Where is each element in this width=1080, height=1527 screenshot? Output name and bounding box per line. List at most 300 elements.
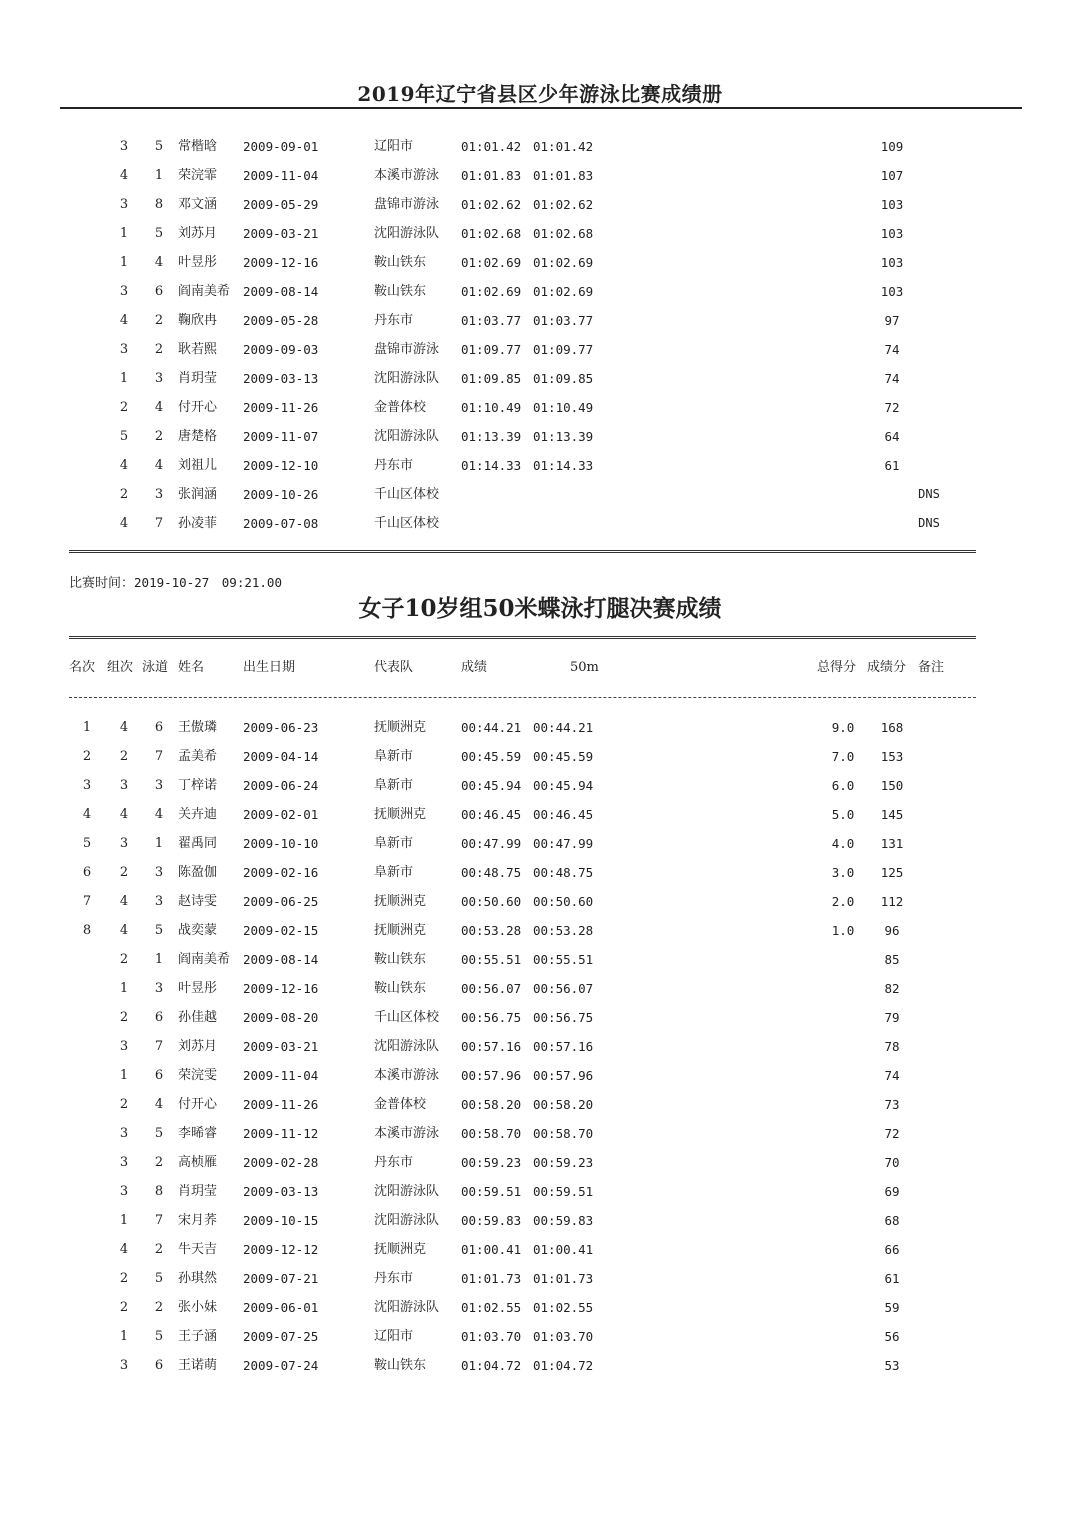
cell-total: 2.0 — [831, 894, 855, 909]
table-row — [0, 771, 1080, 800]
cell-split: 00:46.45 — [533, 807, 594, 822]
cell-lane: 4 — [154, 400, 164, 415]
cell-lane: 4 — [154, 807, 164, 822]
cell-split: 01:14.33 — [533, 458, 594, 473]
cell-score: 103 — [880, 284, 904, 299]
book-title: 2019年辽宁省县区少年游泳比赛成绩册 — [357, 82, 723, 106]
table-row — [0, 1351, 1080, 1380]
cell-name: 刘祖儿 — [178, 458, 218, 473]
cell-team: 鞍山铁东 — [374, 284, 427, 299]
cell-birth: 2009-06-23 — [243, 720, 319, 735]
table-row — [0, 974, 1080, 1003]
cell-lane: 3 — [154, 371, 164, 386]
cell-lane: 1 — [154, 168, 164, 183]
cell-score: 150 — [880, 778, 904, 793]
cell-lane: 5 — [154, 226, 164, 241]
cell-team: 抚顺洲克 — [374, 807, 427, 822]
cell-birth: 2009-12-16 — [243, 981, 319, 996]
table-row — [0, 858, 1080, 887]
cell-team: 阜新市 — [374, 865, 414, 880]
cell-score: 64 — [884, 429, 900, 444]
cell-rank: 5 — [82, 836, 92, 851]
cell-lane: 4 — [154, 255, 164, 270]
cell-birth: 2009-02-15 — [243, 923, 319, 938]
cell-group: 4 — [119, 923, 129, 938]
cell-score: 85 — [884, 952, 900, 967]
cell-lane: 8 — [154, 197, 164, 212]
cell-score: 74 — [884, 371, 900, 386]
cell-team: 本溪市游泳 — [374, 168, 440, 183]
header-group: 组次 — [107, 660, 134, 675]
cell-team: 抚顺洲克 — [374, 720, 427, 735]
cell-group: 4 — [119, 516, 129, 531]
cell-team: 抚顺洲克 — [374, 923, 427, 938]
cell-lane: 2 — [154, 429, 164, 444]
cell-split: 00:56.07 — [533, 981, 594, 996]
cell-split: 01:02.69 — [533, 255, 594, 270]
cell-result: 00:59.83 — [461, 1213, 522, 1228]
cell-score: 103 — [880, 226, 904, 241]
cell-birth: 2009-05-28 — [243, 313, 319, 328]
cell-score: 97 — [884, 313, 900, 328]
cell-lane: 3 — [154, 894, 164, 909]
cell-name: 孙凌菲 — [178, 516, 218, 531]
cell-lane: 6 — [154, 284, 164, 299]
cell-team: 丹东市 — [374, 1155, 414, 1170]
cell-name: 付开心 — [178, 1097, 218, 1112]
cell-lane: 5 — [154, 1126, 164, 1141]
cell-birth: 2009-03-21 — [243, 1039, 319, 1054]
cell-lane: 7 — [154, 1039, 164, 1054]
match-time — [69, 572, 282, 591]
cell-birth: 2009-09-01 — [243, 139, 319, 154]
cell-result: 01:10.49 — [461, 400, 522, 415]
cell-name: 叶昱彤 — [178, 981, 218, 996]
cell-birth: 2009-10-15 — [243, 1213, 319, 1228]
cell-group: 2 — [119, 1097, 129, 1112]
cell-score: 109 — [880, 139, 904, 154]
cell-result: 00:56.07 — [461, 981, 522, 996]
cell-split: 01:02.55 — [533, 1300, 594, 1315]
table-row — [0, 829, 1080, 858]
cell-score: 56 — [884, 1329, 900, 1344]
cell-score: 131 — [880, 836, 904, 851]
cell-group: 3 — [119, 284, 129, 299]
cell-group: 3 — [119, 197, 129, 212]
cell-score: 103 — [880, 255, 904, 270]
cell-group: 1 — [119, 226, 129, 241]
cell-score: 107 — [880, 168, 904, 183]
table-row — [0, 800, 1080, 829]
cell-rank: 8 — [82, 923, 92, 938]
cell-score: 74 — [884, 342, 900, 357]
cell-lane: 5 — [154, 1271, 164, 1286]
table-row — [0, 1119, 1080, 1148]
cell-team: 金普体校 — [374, 400, 427, 415]
cell-score: 61 — [884, 458, 900, 473]
cell-result: 01:01.83 — [461, 168, 522, 183]
cell-result: 01:02.62 — [461, 197, 522, 212]
cell-name: 阎南美希 — [178, 952, 231, 967]
cell-score: 69 — [884, 1184, 900, 1199]
table-row — [0, 306, 1080, 335]
cell-name: 牛天吉 — [178, 1242, 218, 1257]
cell-lane: 7 — [154, 749, 164, 764]
table-row — [0, 742, 1080, 771]
cell-name: 唐楚格 — [178, 429, 218, 444]
cell-group: 1 — [119, 1213, 129, 1228]
cell-team: 沈阳游泳队 — [374, 429, 440, 444]
cell-split: 00:45.94 — [533, 778, 594, 793]
cell-lane: 6 — [154, 1010, 164, 1025]
section-separator — [69, 550, 976, 553]
cell-result: 01:02.69 — [461, 284, 522, 299]
cell-team: 鞍山铁东 — [374, 952, 427, 967]
cell-name: 付开心 — [178, 400, 218, 415]
cell-lane: 6 — [154, 1358, 164, 1373]
header-top-separator — [69, 636, 976, 639]
cell-birth: 2009-09-03 — [243, 342, 319, 357]
table-row — [0, 1148, 1080, 1177]
cell-lane: 6 — [154, 720, 164, 735]
cell-total: 9.0 — [831, 720, 855, 735]
cell-score: 168 — [880, 720, 904, 735]
cell-name: 赵诗雯 — [178, 894, 218, 909]
cell-result: 01:13.39 — [461, 429, 522, 444]
cell-team: 盘锦市游泳 — [374, 197, 440, 212]
cell-rank: 4 — [82, 807, 92, 822]
cell-lane: 6 — [154, 1068, 164, 1083]
cell-lane: 1 — [154, 836, 164, 851]
table-row — [0, 248, 1080, 277]
cell-lane: 2 — [154, 313, 164, 328]
cell-group: 3 — [119, 778, 129, 793]
cell-birth: 2009-08-20 — [243, 1010, 319, 1025]
table-row — [0, 132, 1080, 161]
cell-name: 肖玥莹 — [178, 371, 218, 386]
cell-split: 00:53.28 — [533, 923, 594, 938]
cell-name: 李晞睿 — [178, 1126, 218, 1141]
cell-team: 阜新市 — [374, 778, 414, 793]
cell-birth: 2009-02-01 — [243, 807, 319, 822]
cell-team: 抚顺洲克 — [374, 1242, 427, 1257]
cell-split: 00:55.51 — [533, 952, 594, 967]
cell-result: 00:45.59 — [461, 749, 522, 764]
header-bottom-separator — [69, 697, 976, 698]
cell-result: 01:01.42 — [461, 139, 522, 154]
cell-name: 肖玥莹 — [178, 1184, 218, 1199]
cell-lane: 3 — [154, 981, 164, 996]
cell-team: 沈阳游泳队 — [374, 226, 440, 241]
header-name: 姓名 — [178, 660, 205, 675]
cell-lane: 7 — [154, 516, 164, 531]
cell-group: 3 — [119, 139, 129, 154]
cell-birth: 2009-11-12 — [243, 1126, 319, 1141]
table-row — [0, 277, 1080, 306]
cell-result: 00:55.51 — [461, 952, 522, 967]
header-split: 50m — [570, 660, 599, 675]
cell-group: 2 — [119, 400, 129, 415]
table-row — [0, 161, 1080, 190]
cell-team: 丹东市 — [374, 1271, 414, 1286]
cell-score: 112 — [880, 894, 904, 909]
cell-name: 荣浣雯 — [178, 1068, 218, 1083]
cell-split: 01:13.39 — [533, 429, 594, 444]
cell-group: 3 — [119, 1184, 129, 1199]
cell-group: 4 — [119, 1242, 129, 1257]
cell-group: 3 — [119, 1155, 129, 1170]
cell-team: 千山区体校 — [374, 487, 440, 502]
cell-name: 丁梓诺 — [178, 778, 218, 793]
cell-lane: 2 — [154, 1155, 164, 1170]
cell-name: 荣浣霏 — [178, 168, 218, 183]
cell-birth: 2009-11-07 — [243, 429, 319, 444]
table-header — [0, 655, 1080, 681]
cell-birth: 2009-06-25 — [243, 894, 319, 909]
cell-total: 6.0 — [831, 778, 855, 793]
table-row — [0, 190, 1080, 219]
cell-split: 00:57.16 — [533, 1039, 594, 1054]
table-row — [0, 1206, 1080, 1235]
cell-group: 1 — [119, 371, 129, 386]
cell-name: 陈盈伽 — [178, 865, 218, 880]
cell-result: 00:59.23 — [461, 1155, 522, 1170]
cell-split: 00:47.99 — [533, 836, 594, 851]
cell-name: 战奕蒙 — [178, 923, 218, 938]
cell-result: 01:02.55 — [461, 1300, 522, 1315]
cell-team: 沈阳游泳队 — [374, 1213, 440, 1228]
cell-lane: 5 — [154, 139, 164, 154]
cell-rank: 3 — [82, 778, 92, 793]
cell-split: 01:00.41 — [533, 1242, 594, 1257]
table-row — [0, 451, 1080, 480]
title-rule — [60, 107, 1022, 109]
cell-split: 01:02.62 — [533, 197, 594, 212]
cell-group: 3 — [119, 1039, 129, 1054]
cell-group: 2 — [119, 1010, 129, 1025]
table-row — [0, 509, 1080, 538]
cell-score: 103 — [880, 197, 904, 212]
table-row — [0, 713, 1080, 742]
cell-note: DNS — [918, 516, 940, 530]
cell-split: 01:09.77 — [533, 342, 594, 357]
table-row — [0, 1293, 1080, 1322]
cell-name: 张小妹 — [178, 1300, 218, 1315]
cell-team: 沈阳游泳队 — [374, 371, 440, 386]
cell-name: 耿若熙 — [178, 342, 218, 357]
cell-lane: 3 — [154, 487, 164, 502]
cell-result: 01:02.68 — [461, 226, 522, 241]
cell-group: 4 — [119, 313, 129, 328]
cell-score: 79 — [884, 1010, 900, 1025]
cell-team: 千山区体校 — [374, 1010, 440, 1025]
cell-score: 145 — [880, 807, 904, 822]
cell-birth: 2009-06-24 — [243, 778, 319, 793]
cell-team: 丹东市 — [374, 458, 414, 473]
table-row — [0, 945, 1080, 974]
table-row — [0, 1177, 1080, 1206]
cell-result: 00:45.94 — [461, 778, 522, 793]
cell-split: 00:59.51 — [533, 1184, 594, 1199]
cell-result: 00:56.75 — [461, 1010, 522, 1025]
header-team: 代表队 — [374, 660, 414, 675]
table-row — [0, 1090, 1080, 1119]
cell-birth: 2009-03-13 — [243, 1184, 319, 1199]
cell-split: 00:45.59 — [533, 749, 594, 764]
cell-split: 01:03.77 — [533, 313, 594, 328]
cell-name: 孙琪然 — [178, 1271, 218, 1286]
cell-team: 阜新市 — [374, 836, 414, 851]
cell-birth: 2009-07-21 — [243, 1271, 319, 1286]
cell-birth: 2009-03-13 — [243, 371, 319, 386]
cell-name: 张润涵 — [178, 487, 218, 502]
cell-result: 00:58.70 — [461, 1126, 522, 1141]
cell-name: 叶昱彤 — [178, 255, 218, 270]
header-result: 成绩 — [461, 660, 488, 675]
table-row — [0, 422, 1080, 451]
cell-name: 刘苏月 — [178, 1039, 218, 1054]
cell-score: 78 — [884, 1039, 900, 1054]
cell-birth: 2009-05-29 — [243, 197, 319, 212]
cell-score: 68 — [884, 1213, 900, 1228]
cell-name: 常楷晗 — [178, 139, 218, 154]
match-time-label: 比赛时间： — [69, 576, 135, 591]
table-row — [0, 1235, 1080, 1264]
cell-split: 00:58.70 — [533, 1126, 594, 1141]
cell-result: 01:00.41 — [461, 1242, 522, 1257]
cell-lane: 2 — [154, 1242, 164, 1257]
cell-team: 阜新市 — [374, 749, 414, 764]
cell-group: 4 — [119, 720, 129, 735]
cell-group: 2 — [119, 749, 129, 764]
cell-birth: 2009-12-12 — [243, 1242, 319, 1257]
cell-team: 鞍山铁东 — [374, 981, 427, 996]
cell-split: 01:01.73 — [533, 1271, 594, 1286]
cell-group: 2 — [119, 1271, 129, 1286]
cell-team: 金普体校 — [374, 1097, 427, 1112]
cell-score: 72 — [884, 1126, 900, 1141]
cell-birth: 2009-02-28 — [243, 1155, 319, 1170]
cell-birth: 2009-07-24 — [243, 1358, 319, 1373]
cell-result: 01:03.77 — [461, 313, 522, 328]
header-total: 总得分 — [817, 660, 857, 675]
cell-split: 01:01.83 — [533, 168, 594, 183]
cell-group: 2 — [119, 1300, 129, 1315]
cell-group: 4 — [119, 894, 129, 909]
cell-name: 翟禹同 — [178, 836, 218, 851]
cell-team: 沈阳游泳队 — [374, 1184, 440, 1199]
cell-score: 73 — [884, 1097, 900, 1112]
cell-rank: 1 — [82, 720, 92, 735]
header-lane: 泳道 — [142, 660, 169, 675]
cell-group: 1 — [119, 981, 129, 996]
table-row — [0, 335, 1080, 364]
table-row — [0, 1032, 1080, 1061]
cell-lane: 2 — [154, 342, 164, 357]
cell-score: 72 — [884, 400, 900, 415]
table-row — [0, 219, 1080, 248]
cell-lane: 3 — [154, 865, 164, 880]
cell-group: 2 — [119, 865, 129, 880]
table-row — [0, 1322, 1080, 1351]
cell-result: 00:53.28 — [461, 923, 522, 938]
cell-group: 3 — [119, 836, 129, 851]
table-row — [0, 364, 1080, 393]
cell-lane: 5 — [154, 923, 164, 938]
cell-split: 00:56.75 — [533, 1010, 594, 1025]
cell-total: 1.0 — [831, 923, 855, 938]
table-row — [0, 916, 1080, 945]
cell-result: 00:58.20 — [461, 1097, 522, 1112]
cell-split: 00:48.75 — [533, 865, 594, 880]
cell-result: 00:57.16 — [461, 1039, 522, 1054]
cell-result: 01:01.73 — [461, 1271, 522, 1286]
cell-lane: 7 — [154, 1213, 164, 1228]
cell-name: 阎南美希 — [178, 284, 231, 299]
cell-name: 鞠欣冉 — [178, 313, 218, 328]
cell-result: 00:50.60 — [461, 894, 522, 909]
cell-name: 刘苏月 — [178, 226, 218, 241]
cell-score: 53 — [884, 1358, 900, 1373]
cell-total: 7.0 — [831, 749, 855, 764]
cell-birth: 2009-04-14 — [243, 749, 319, 764]
cell-birth: 2009-08-14 — [243, 284, 319, 299]
cell-result: 01:02.69 — [461, 255, 522, 270]
cell-group: 2 — [119, 952, 129, 967]
cell-split: 00:59.83 — [533, 1213, 594, 1228]
cell-group: 4 — [119, 168, 129, 183]
cell-team: 抚顺洲克 — [374, 894, 427, 909]
cell-result: 00:44.21 — [461, 720, 522, 735]
table-row — [0, 1003, 1080, 1032]
event-title: 女子10岁组50米蝶泳打腿决赛成绩 — [358, 595, 722, 622]
cell-total: 4.0 — [831, 836, 855, 851]
cell-total: 3.0 — [831, 865, 855, 880]
cell-team: 本溪市游泳 — [374, 1068, 440, 1083]
cell-name: 王诺萌 — [178, 1358, 218, 1373]
cell-result: 00:59.51 — [461, 1184, 522, 1199]
cell-birth: 2009-07-08 — [243, 516, 319, 531]
cell-score: 153 — [880, 749, 904, 764]
cell-result: 00:57.96 — [461, 1068, 522, 1083]
cell-group: 4 — [119, 807, 129, 822]
cell-birth: 2009-12-10 — [243, 458, 319, 473]
cell-name: 高桢雁 — [178, 1155, 218, 1170]
cell-name: 宋月荞 — [178, 1213, 218, 1228]
cell-note: DNS — [918, 487, 940, 501]
cell-lane: 4 — [154, 1097, 164, 1112]
cell-name: 邓文涵 — [178, 197, 218, 212]
cell-score: 66 — [884, 1242, 900, 1257]
cell-result: 01:03.70 — [461, 1329, 522, 1344]
cell-name: 王子涵 — [178, 1329, 218, 1344]
cell-team: 鞍山铁东 — [374, 1358, 427, 1373]
table-row — [0, 1264, 1080, 1293]
cell-lane: 4 — [154, 458, 164, 473]
cell-split: 01:02.68 — [533, 226, 594, 241]
header-rank: 名次 — [69, 660, 96, 675]
cell-name: 关卉迪 — [178, 807, 218, 822]
cell-birth: 2009-02-16 — [243, 865, 319, 880]
cell-rank: 7 — [82, 894, 92, 909]
cell-name: 孙佳越 — [178, 1010, 218, 1025]
cell-split: 00:59.23 — [533, 1155, 594, 1170]
cell-birth: 2009-08-14 — [243, 952, 319, 967]
cell-result: 01:09.85 — [461, 371, 522, 386]
cell-birth: 2009-03-21 — [243, 226, 319, 241]
header-birth: 出生日期 — [243, 660, 296, 675]
table-row — [0, 480, 1080, 509]
